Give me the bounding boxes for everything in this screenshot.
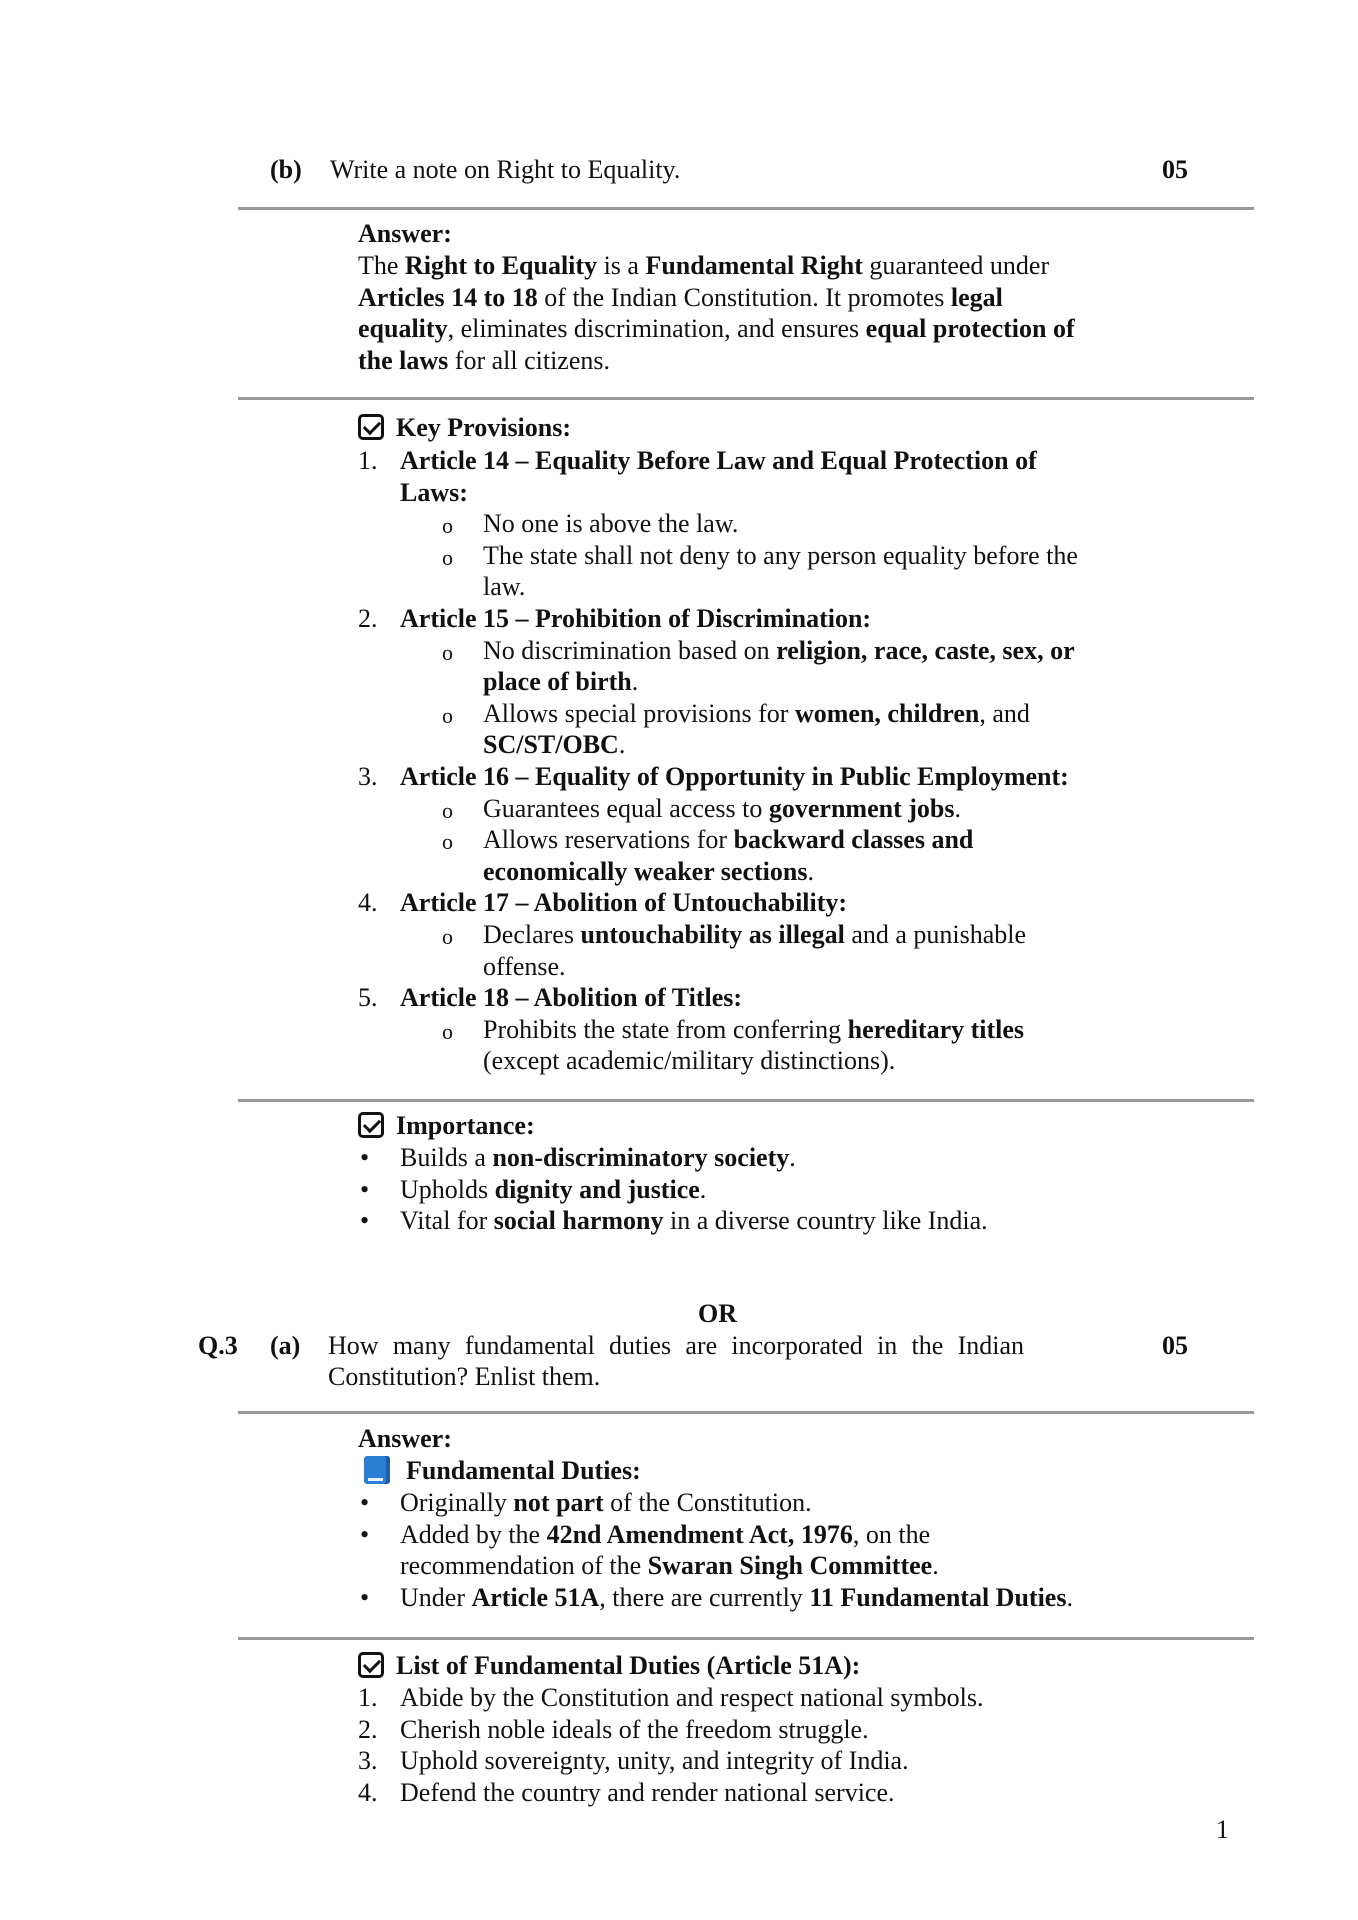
question-marks: 05 bbox=[1162, 155, 1188, 184]
bold-text: government jobs bbox=[768, 793, 955, 823]
text: Guarantees equal access to bbox=[483, 793, 769, 823]
bullet-icon: • bbox=[360, 1143, 370, 1172]
or-label: OR bbox=[698, 1299, 737, 1328]
answer-label: Answer: bbox=[358, 219, 452, 248]
list-number: 2. bbox=[358, 1714, 378, 1744]
sub-bullet-icon: o bbox=[442, 797, 453, 823]
bold-text: religion, race, caste, sex, or bbox=[776, 635, 1075, 665]
text: Under bbox=[400, 1582, 472, 1612]
sub-bullet-icon: o bbox=[442, 702, 453, 728]
list-item-text: Abide by the Constitution and respect national symbols. bbox=[400, 1683, 984, 1712]
list-number: 4. bbox=[358, 1777, 378, 1807]
text: Upholds bbox=[400, 1174, 495, 1204]
sub-bullet-text bbox=[483, 856, 814, 888]
text: Allows special provisions for bbox=[483, 698, 795, 728]
text: Builds a bbox=[400, 1143, 493, 1172]
question-marks: 05 bbox=[1162, 1331, 1188, 1360]
importance-heading: Importance: bbox=[358, 1110, 535, 1142]
text: Added by the bbox=[400, 1519, 547, 1549]
sub-bullet-text bbox=[483, 793, 961, 825]
provision-title: Article 16 – Equality of Opportunity in Public Employment: bbox=[400, 762, 1069, 791]
list-number: 2. bbox=[358, 604, 378, 633]
bold-text: women, children bbox=[794, 698, 980, 728]
sub-bullet-text bbox=[483, 919, 1026, 951]
divider bbox=[238, 1099, 1254, 1102]
list-number: 1. bbox=[358, 446, 378, 475]
text: The state shall not deny to any person equality before the bbox=[483, 540, 1078, 570]
bullet-text bbox=[400, 1205, 988, 1237]
text: Declares bbox=[483, 920, 581, 949]
list-number: 1. bbox=[358, 1683, 378, 1712]
provision-title: Article 15 – Prohibition of Discrimination: bbox=[400, 604, 872, 633]
question-label: (b) bbox=[270, 155, 302, 184]
bold-text: equality bbox=[358, 314, 448, 344]
bullet-icon: • bbox=[360, 1206, 370, 1236]
divider bbox=[238, 397, 1254, 400]
bullet-text bbox=[400, 1519, 930, 1551]
bullet-text bbox=[400, 1582, 1073, 1614]
text: . bbox=[618, 730, 626, 760]
text: Originally bbox=[400, 1488, 514, 1517]
question-label: (a) bbox=[270, 1331, 301, 1360]
text: guaranteed under bbox=[862, 251, 1050, 280]
provision-title: Article 17 – Abolition of Untouchability: bbox=[400, 888, 848, 918]
list-number: 4. bbox=[358, 888, 378, 918]
list-number: 3. bbox=[358, 762, 378, 791]
list-item-text: Uphold sovereignty, unity, and integrity of India. bbox=[400, 1746, 909, 1776]
bold-text: non-discriminatory society bbox=[492, 1143, 790, 1172]
sub-bullet-text bbox=[483, 1014, 1024, 1046]
checkbox-check-icon bbox=[358, 414, 384, 440]
divider bbox=[238, 1637, 1254, 1640]
question-number: Q.3 bbox=[198, 1331, 238, 1360]
sub-bullet-text bbox=[483, 635, 1075, 667]
bold-text: place of birth bbox=[483, 667, 632, 697]
text: law. bbox=[483, 572, 526, 602]
checkbox-check-icon bbox=[358, 1652, 384, 1678]
bullet-icon: • bbox=[360, 1488, 370, 1517]
text: Prohibits the state from conferring bbox=[483, 1014, 848, 1044]
bold-text: 11 Fundamental Duties bbox=[809, 1582, 1067, 1612]
page-number: 1 bbox=[1216, 1815, 1229, 1844]
bullet-text bbox=[400, 1142, 796, 1174]
bullet-text bbox=[400, 1174, 706, 1206]
text: of the Indian Constitution. It promotes bbox=[537, 282, 951, 312]
bold-text: SC/ST/OBC bbox=[483, 730, 619, 760]
answer-label: Answer: bbox=[358, 1424, 452, 1453]
text: for all citizens. bbox=[448, 345, 610, 375]
text: . bbox=[954, 793, 961, 823]
bold-text: social harmony bbox=[493, 1206, 664, 1236]
bold-text: equal protection of bbox=[865, 314, 1075, 344]
text: . bbox=[1066, 1582, 1073, 1612]
text: . bbox=[699, 1174, 707, 1204]
text: (except academic/military distinctions). bbox=[483, 1046, 896, 1076]
bold-text: backward classes and bbox=[733, 825, 974, 855]
divider bbox=[238, 207, 1254, 210]
sub-bullet-text bbox=[483, 951, 566, 983]
provision-title: Article 14 – Equality Before Law and Equal Protection of bbox=[400, 446, 1037, 475]
bullet-icon: • bbox=[360, 1582, 370, 1612]
sub-bullet-icon: o bbox=[442, 639, 453, 665]
sub-bullet-icon: o bbox=[442, 924, 453, 949]
text: offense. bbox=[483, 951, 566, 981]
text: Allows reservations for bbox=[483, 825, 734, 855]
text: in a diverse country like India. bbox=[663, 1206, 988, 1236]
fundamental-duties-heading: Fundamental Duties: bbox=[364, 1455, 641, 1487]
sub-bullet-icon: o bbox=[442, 829, 453, 855]
text: , on the bbox=[852, 1519, 931, 1549]
text: The bbox=[358, 251, 405, 280]
divider bbox=[238, 1411, 1254, 1414]
blue-book-icon bbox=[364, 1456, 390, 1484]
text: . bbox=[631, 667, 639, 697]
bold-text: Swaran Singh Committee bbox=[647, 1551, 933, 1581]
key-provisions-heading: Key Provisions: bbox=[358, 412, 571, 444]
duties-list-heading: List of Fundamental Duties (Article 51A): bbox=[358, 1650, 860, 1682]
sub-bullet-icon: o bbox=[442, 513, 453, 539]
bold-text: not part bbox=[513, 1488, 604, 1517]
question-text-line: How many fundamental duties are incorporated in the Indian bbox=[328, 1331, 1024, 1360]
bold-text: Articles 14 to 18 bbox=[358, 282, 538, 312]
question-text: Write a note on Right to Equality. bbox=[330, 155, 681, 184]
text: No discrimination based on bbox=[483, 635, 777, 665]
bullet-icon: • bbox=[360, 1174, 370, 1204]
sub-bullet-icon: o bbox=[442, 544, 453, 570]
text: recommendation of the bbox=[400, 1551, 648, 1581]
text: . bbox=[807, 856, 814, 886]
text: No one is above the law. bbox=[483, 509, 739, 539]
bullet-text bbox=[400, 1550, 939, 1582]
bold-text: Fundamental Right bbox=[645, 251, 863, 280]
answer-line bbox=[358, 345, 610, 377]
text: , and bbox=[979, 698, 1030, 728]
bold-text: the laws bbox=[358, 345, 449, 375]
answer-line bbox=[358, 282, 1003, 314]
provision-title: Article 18 – Abolition of Titles: bbox=[400, 983, 743, 1013]
provision-title: Laws: bbox=[400, 477, 468, 507]
bold-text: 42nd Amendment Act, 1976 bbox=[546, 1519, 853, 1549]
list-number: 3. bbox=[358, 1746, 378, 1776]
sub-bullet-text bbox=[483, 1045, 895, 1077]
text: Vital for bbox=[400, 1206, 494, 1236]
bold-text: Article 51A bbox=[471, 1582, 600, 1612]
list-number: 5. bbox=[358, 983, 378, 1013]
bullet-icon: • bbox=[360, 1519, 370, 1549]
bold-text: dignity and justice bbox=[494, 1174, 700, 1204]
text: is a bbox=[597, 251, 646, 280]
checkbox-check-icon bbox=[358, 1112, 384, 1138]
bold-text: legal bbox=[950, 282, 1003, 312]
question-text-line: Constitution? Enlist them. bbox=[328, 1362, 601, 1391]
bold-text: Right to Equality bbox=[404, 251, 598, 280]
text: , eliminates discrimination, and ensures bbox=[447, 314, 866, 344]
sub-bullet-text bbox=[483, 508, 738, 540]
list-item-text: Defend the country and render national service. bbox=[400, 1777, 895, 1807]
sub-bullet-text bbox=[483, 824, 973, 856]
text: and a punishable bbox=[844, 920, 1027, 949]
sub-bullet-text bbox=[483, 698, 1030, 730]
answer-line bbox=[358, 313, 1075, 345]
sub-bullet-text bbox=[483, 729, 625, 761]
bullet-text bbox=[400, 1487, 812, 1519]
sub-bullet-text bbox=[483, 571, 525, 603]
text: , there are currently bbox=[599, 1582, 810, 1612]
answer-line bbox=[358, 250, 1049, 282]
text: . bbox=[789, 1143, 796, 1172]
bold-text: hereditary titles bbox=[847, 1014, 1025, 1044]
sub-bullet-text bbox=[483, 666, 638, 698]
sub-bullet-icon: o bbox=[442, 1018, 453, 1044]
text: of the Constitution. bbox=[603, 1488, 812, 1517]
list-item-text: Cherish noble ideals of the freedom struggle. bbox=[400, 1714, 869, 1744]
sub-bullet-text bbox=[483, 540, 1078, 572]
bold-text: untouchability as illegal bbox=[580, 920, 845, 949]
bold-text: economically weaker sections bbox=[483, 856, 808, 886]
text: . bbox=[932, 1551, 939, 1581]
